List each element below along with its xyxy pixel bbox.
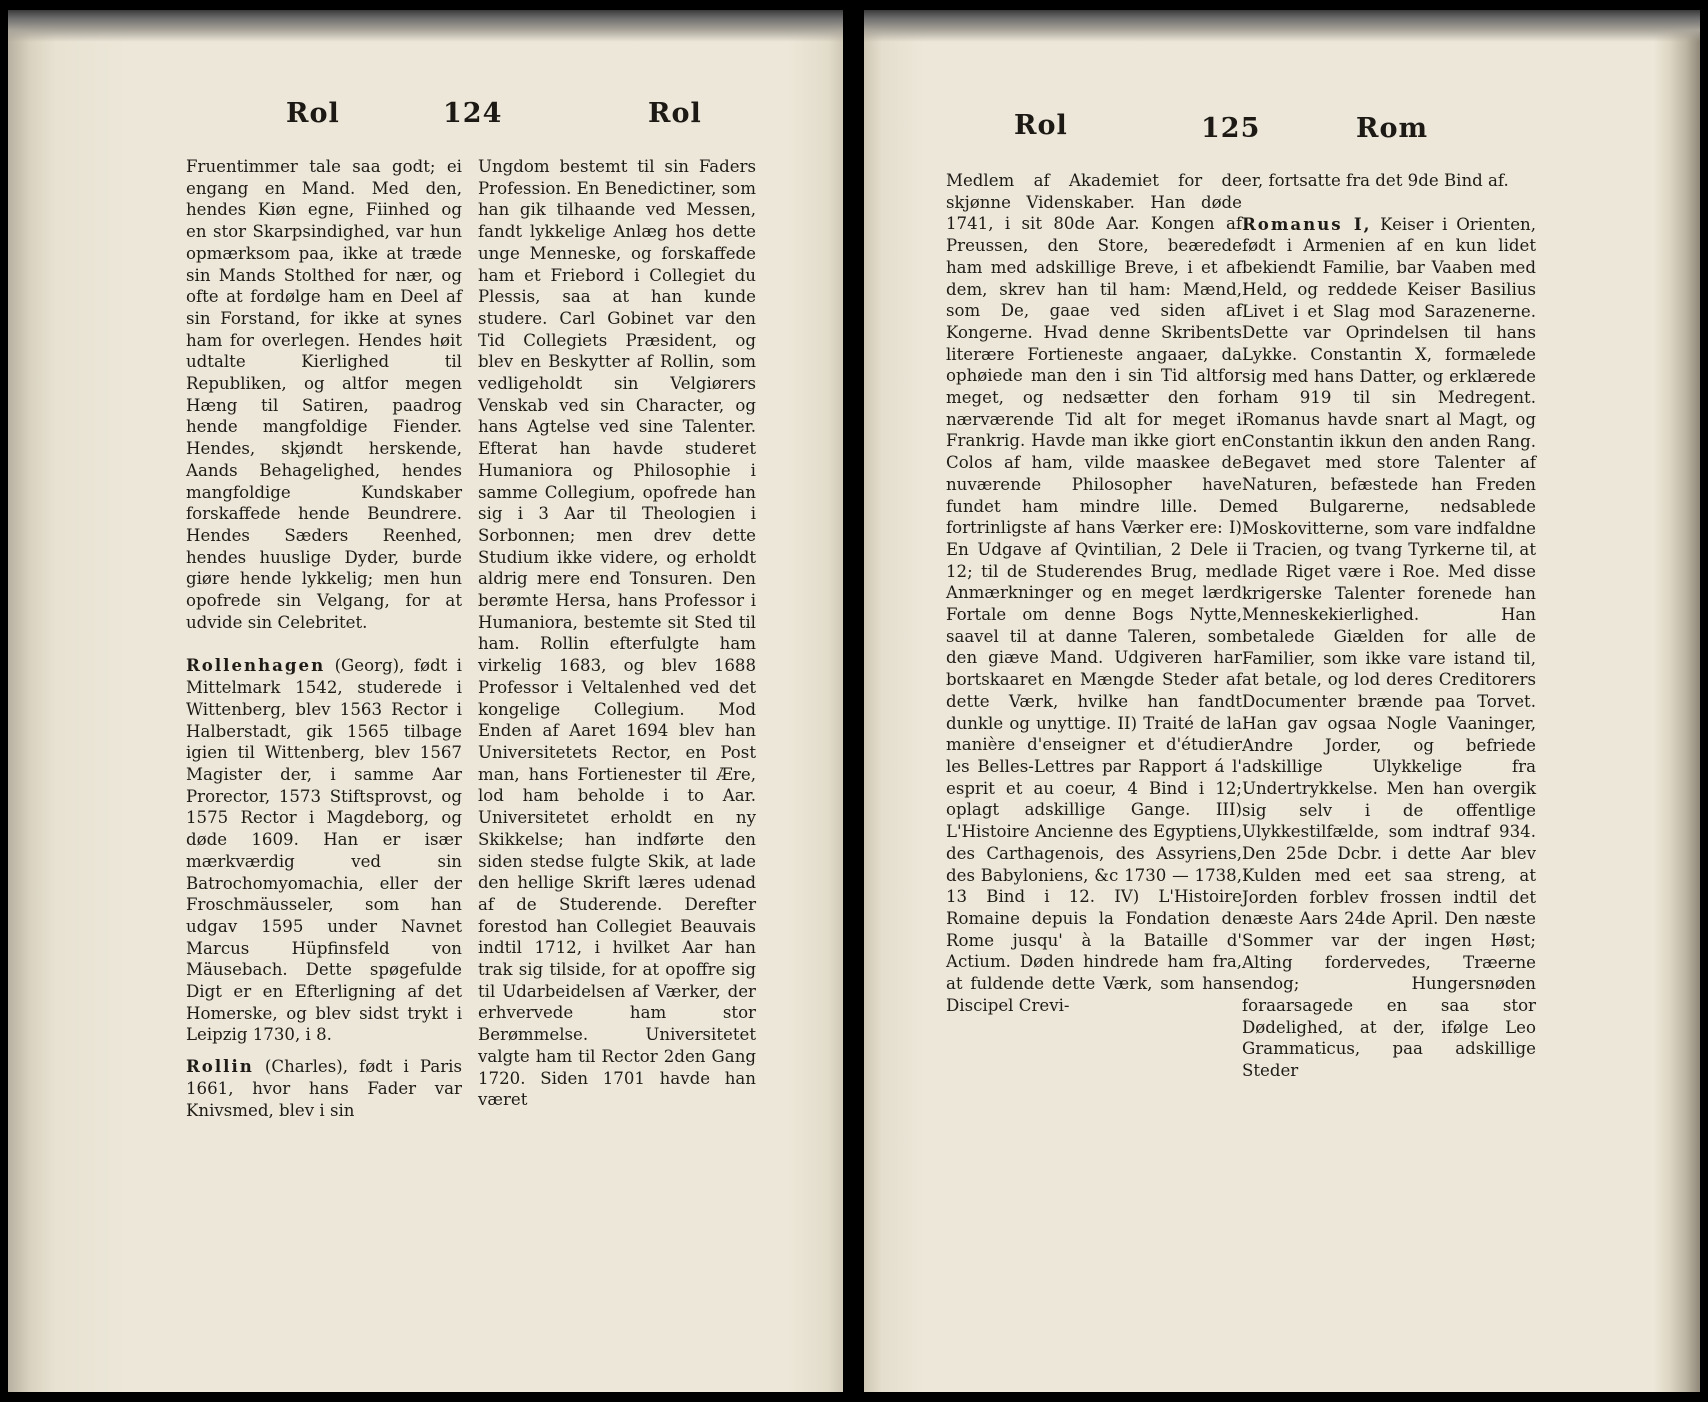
entry-rollenhagen <box>186 655 462 1046</box>
paragraph: Ungdom bestemt til sin Faders Profession. En Benedictiner, som han gik tilhaande ved Messen, fandt lykkelige Anlæg hos dette unge Menneske, og forskaffede ham et Friebord i Collegiet du Plessis, saa at han kunde studere. Carl Gobinet var den Tid Collegiets Præsident, og blev en Beskytter af Rollin, som vedligeholdt sin Velgiørers Venskab ved sin Character, og hans Agtelse ved sine Talenter. Efterat han havde studeret Humaniora og Philosophie i samme Collegium, opofrede han sig i 3 Aar til Theologien i Sorbonnen; men drev dette Studium ikke videre, og erholdt aldrig mere end Tonsuren. Den berømte Hersa, hans Professor i Humaniora, bestemte sit Sted til ham. Rollin efterfulgte ham virkelig 1683, og blev 1688 Professor i Veltalenhed ved det kongelige Collegium. Mod Enden af Aaret 1694 blev han Universitetets Rector, en Post man, hans Fortienester til Ære, lod ham beholde i to Aar. Universitetet erholdt en ny Skikkelse; han indførte den siden stedse fulgte Skik, at lade den hellige Skrift læres udenad af de Studerende. Derefter forestod han Collegiet Beauvais indtil 1712, i hvilket Aar han trak sig tilside, for at opoffre sig til Udarbeidelsen af Værker, der erhvervede ham stor Berømmelse. Universitetet valgte ham til Rector 2den Gang 1720. Siden 1701 havde han været <box>478 157 756 1110</box>
entry-romanus <box>1242 214 1536 1082</box>
right-page <box>864 10 1700 1392</box>
page-edge-shadow <box>8 10 843 42</box>
left-page <box>8 10 843 1392</box>
right-page-number: 125 <box>1201 113 1261 144</box>
right-header-left: Rol <box>1014 110 1068 141</box>
headword: Romanus I, <box>1242 213 1372 234</box>
page-edge-shadow <box>864 10 1700 42</box>
left-header-right: Rol <box>648 98 702 129</box>
paragraph: er, fortsatte fra det 9de Bind af. <box>1242 171 1509 190</box>
headword: Rollin <box>186 1056 254 1077</box>
left-column-2 <box>478 156 756 1111</box>
left-page-number: 124 <box>443 98 503 129</box>
paragraph: Medlem af Akademiet for de skjønne Videnskaber. Han døde 1741, i sit 80de Aar. Kongen af Preussen, den Store, beærede ham med adskillige Breve, i et af dem, skrev han til ham: Mænd, som De, gaae ved siden af Kongerne. Hvad denne Skribents literære Fortieneste angaaer, da ophøiede man den i sin Tid altfor meget, og nedsætter den for nærværende Tid alt for meget i Frankrig. Havde man ikke giort en Colos af ham, vilde maaskee de nuværende Philosopher have fundet ham mindre lille. De fortrinligste af hans Værker ere: I) En Udgave af Qvintilian, 2 Dele i 12; til de Studerendes Brug, med Anmærkninger og en meget lærd Fortale om denne Bogs Nytte, saavel til at danne Taleren, som den giæve Mand. Udgiveren har bortskaaret en Mængde Steder af dette Værk, hvilke han fandt dunkle og unyttige. II) Traité de la manière d'enseigner et d'étudier les Belles-Lettres par Rapport á l' esprit et au coeur, 4 Bind i 12; oplagt adskillige Gange. III) L'Histoire Ancienne des Egyptiens, des Carthagenois, des Assyriens, des Babyloniens, &c 1730 — 1738, 13 Bind i 12. IV) L'Histoire Romaine depuis la Fondation de Rome jusqu' à la Bataille d' Actium. Døden hindrede ham fra, at fuldende dette Værk, som hans Discipel Crevi- <box>946 171 1242 1015</box>
headword: Rollenhagen <box>186 655 326 676</box>
left-header-left: Rol <box>286 98 340 129</box>
entry-rollin <box>186 1056 462 1121</box>
right-column-2 <box>1242 170 1536 1082</box>
left-column-1 <box>186 156 462 1121</box>
entry-text: (Georg), født i Mittelmark 1542, studerede i Wittenberg, blev 1563 Rector i Halberstadt, gik 1565 tilbage igien til Wittenberg, blev 1567 Magister der, i samme Aar Prorector, 1573 Stiftsprovst, og 1575 Rector i Magdeborg, og døde 1609. Han er især mærkværdig ved sin Batrochomyomachia, eller der Froschmäusseler, som han udgav 1595 under Navnet Marcus Hüpfinsfeld von Mäusebach. Dette spøgefulde Digt er en Efterligning af det Homerske, og blev sidst trykt i Leipzig 1730, i 8. <box>186 656 462 1045</box>
entry-text: Keiser i Orienten, født i Armenien af en kun lidet bekiendt Familie, bar Vaaben med Held, og reddede Keiser Basilius Livet i et Slag mod Sarazenerne. Dette var Oprindelsen til hans Lykke. Constantin X, formælede sig med hans Datter, og erklærede ham 919 til sin Medregent. Romanus havde snart al Magt, og Constantin ikkun den anden Rang. Begavet med store Talenter af Naturen, befæstede han Freden med Bulgarerne, nedsablede Moskovitterne, som vare indfaldne i Tracien, og tvang Tyrkerne til, at lade Riget være i Roe. Med disse krigerske Talenter forenede han Menneskekierlighed. Han betalede Giælden for alle de Familier, som ikke vare istand til, at betale, og lod deres Creditorers Documenter brænde paa Torvet. Han gav ogsaa Nogle Vaaninger, Andre Jorder, og befriede adskillige Ulykkelige fra Undertrykkelse. Men han overgik sig selv i de offentlige Ulykkestilfælde, som indtraf 934. Den 25de Dcbr. i dette Aar blev Kulden med eet saa streng, at Jorden forblev frossen indtil det næste Aars 24de April. Den næste Sommer var der ingen Høst; Alting fordervedes, Træerne endog; Hungersnøden foraarsagede en saa stor Dødelighed, at der, ifølge Leo Grammaticus, paa adskillige Steder <box>1242 214 1536 1081</box>
right-header-right: Rom <box>1356 113 1429 144</box>
right-column-1 <box>946 170 1242 1016</box>
paragraph: Fruentimmer tale saa godt; ei engang en Mand. Med den, hendes Kiøn egne, Fiinhed og en stor Skarpsindighed, var hun opmærksom paa, ikke at træde sin Mands Stolthed for nær, og ofte at fordølge ham en Deel af sin Forstand, for ikke at synes ham for overlegen. Hendes høit udtalte Kierlighed til Republiken, og altfor megen Hæng til Satiren, paadrog hende mangfoldige Fiender. Hendes, skjøndt herskende, Aands Behagelighed, hendes mangfoldige Kundskaber forskaffede hende Beundrere. Hendes Sæders Reenhed, hendes huuslige Dyder, burde giøre hende lykkelig; men hun opofrede sin Velgang, for at udvide sin Celebritet. <box>186 157 462 632</box>
entry-text: (Charles), født i Paris 1661, hvor hans Fader var Knivsmed, blev i sin <box>186 1057 462 1120</box>
